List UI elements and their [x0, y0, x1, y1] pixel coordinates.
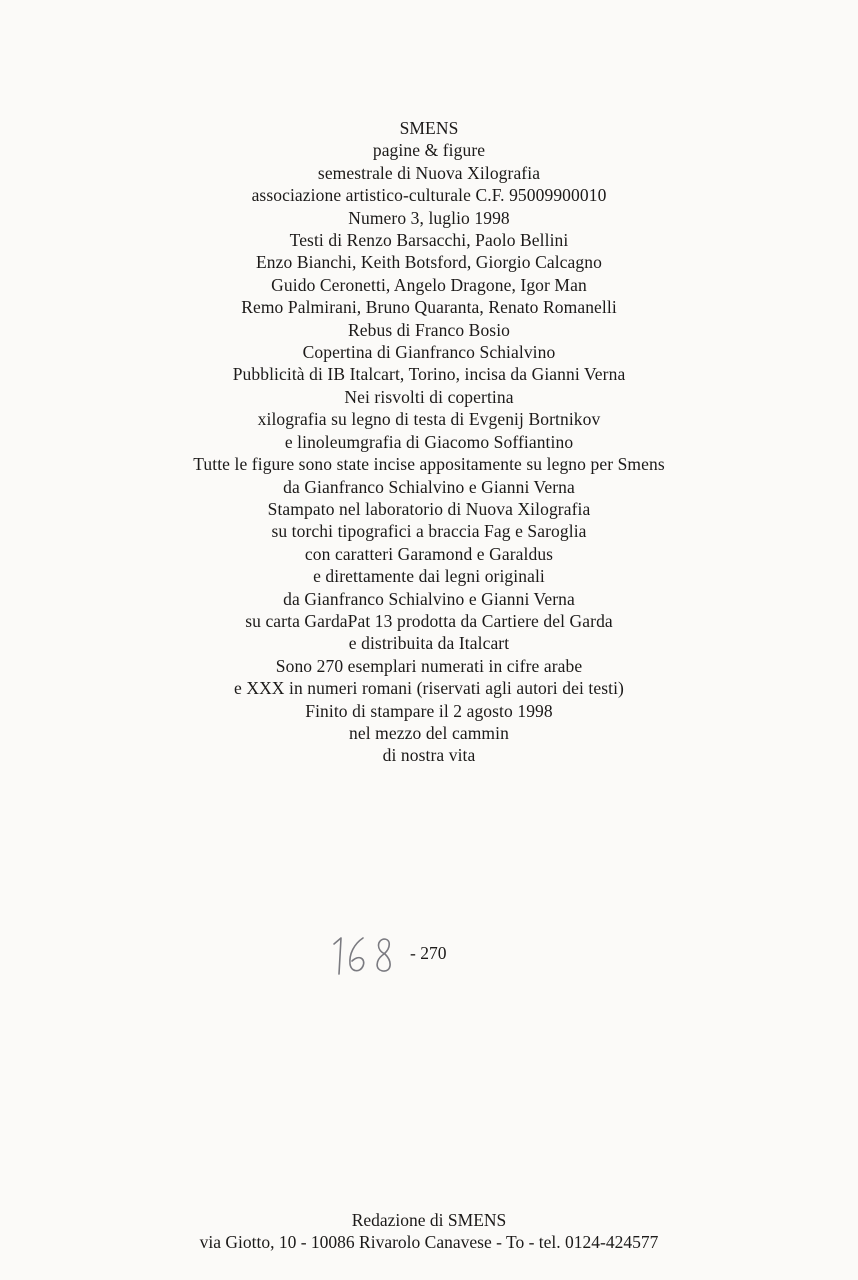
- colophon-line: e linoleumgrafia di Giacomo Soffiantino: [284, 431, 574, 452]
- colophon-line: Copertina di Gianfranco Schialvino: [302, 342, 556, 363]
- colophon-line: Testi di Renzo Barsacchi, Paolo Bellini: [289, 230, 569, 251]
- edition-total: - 270: [410, 943, 447, 963]
- colophon-line: Tutte le figure sono state incise appositamente su legno per Smens: [193, 454, 665, 475]
- colophon-line: Numero 3, luglio 1998: [348, 207, 510, 228]
- colophon-line: e distribuita da Italcart: [348, 633, 510, 654]
- colophon-line: Guido Ceronetti, Angelo Dragone, Igor Man: [271, 274, 587, 295]
- colophon-line: Sono 270 esemplari numerati in cifre arabe: [275, 655, 583, 676]
- colophon-line: nel mezzo del cammin: [349, 722, 509, 743]
- colophon-line: SMENS: [399, 118, 459, 138]
- colophon-line: su torchi tipografici a braccia Fag e Saroglia: [271, 521, 587, 542]
- colophon-line: e direttamente dai legni originali: [313, 566, 545, 587]
- edition-numbering: [330, 930, 530, 980]
- colophon-line: xilografia su legno di testa di Evgenij Bortnikov: [257, 409, 601, 430]
- colophon-line: con caratteri Garamond e Garaldus: [304, 543, 554, 564]
- footer-address: via Giotto, 10 - 10086 Rivarolo Canavese - To - tel. 0124-424577: [199, 1232, 659, 1253]
- colophon-line: semestrale di Nuova Xilografia: [317, 162, 541, 183]
- colophon-line: da Gianfranco Schialvino e Gianni Verna: [283, 588, 575, 609]
- colophon-line: pagine & figure: [372, 140, 486, 161]
- colophon-line: da Gianfranco Schialvino e Gianni Verna: [283, 476, 575, 497]
- colophon-line: Rebus di Franco Bosio: [347, 319, 511, 340]
- colophon-line: associazione artistico-culturale C.F. 95009900010: [251, 185, 607, 206]
- footer-editorial-office: Redazione di SMENS: [351, 1210, 507, 1230]
- colophon-line: di nostra vita: [382, 745, 476, 766]
- footer: [0, 1209, 858, 1254]
- colophon-line: Nei risvolti di copertina: [344, 386, 514, 407]
- colophon-line: Stampato nel laboratorio di Nuova Xilografia: [267, 498, 591, 519]
- colophon: [0, 117, 858, 767]
- colophon-line: Finito di stampare il 2 agosto 1998: [305, 700, 553, 721]
- colophon-line: Pubblicità di IB Italcart, Torino, incisa da Gianni Verna: [232, 364, 626, 385]
- colophon-line: e XXX in numeri romani (riservati agli autori dei testi): [233, 678, 624, 699]
- handwritten-copy-number: [330, 930, 400, 978]
- colophon-line: su carta GardaPat 13 prodotta da Cartiere del Garda: [245, 610, 613, 631]
- colophon-line: Remo Palmirani, Bruno Quaranta, Renato Romanelli: [241, 297, 617, 318]
- colophon-line: Enzo Bianchi, Keith Botsford, Giorgio Calcagno: [256, 252, 602, 273]
